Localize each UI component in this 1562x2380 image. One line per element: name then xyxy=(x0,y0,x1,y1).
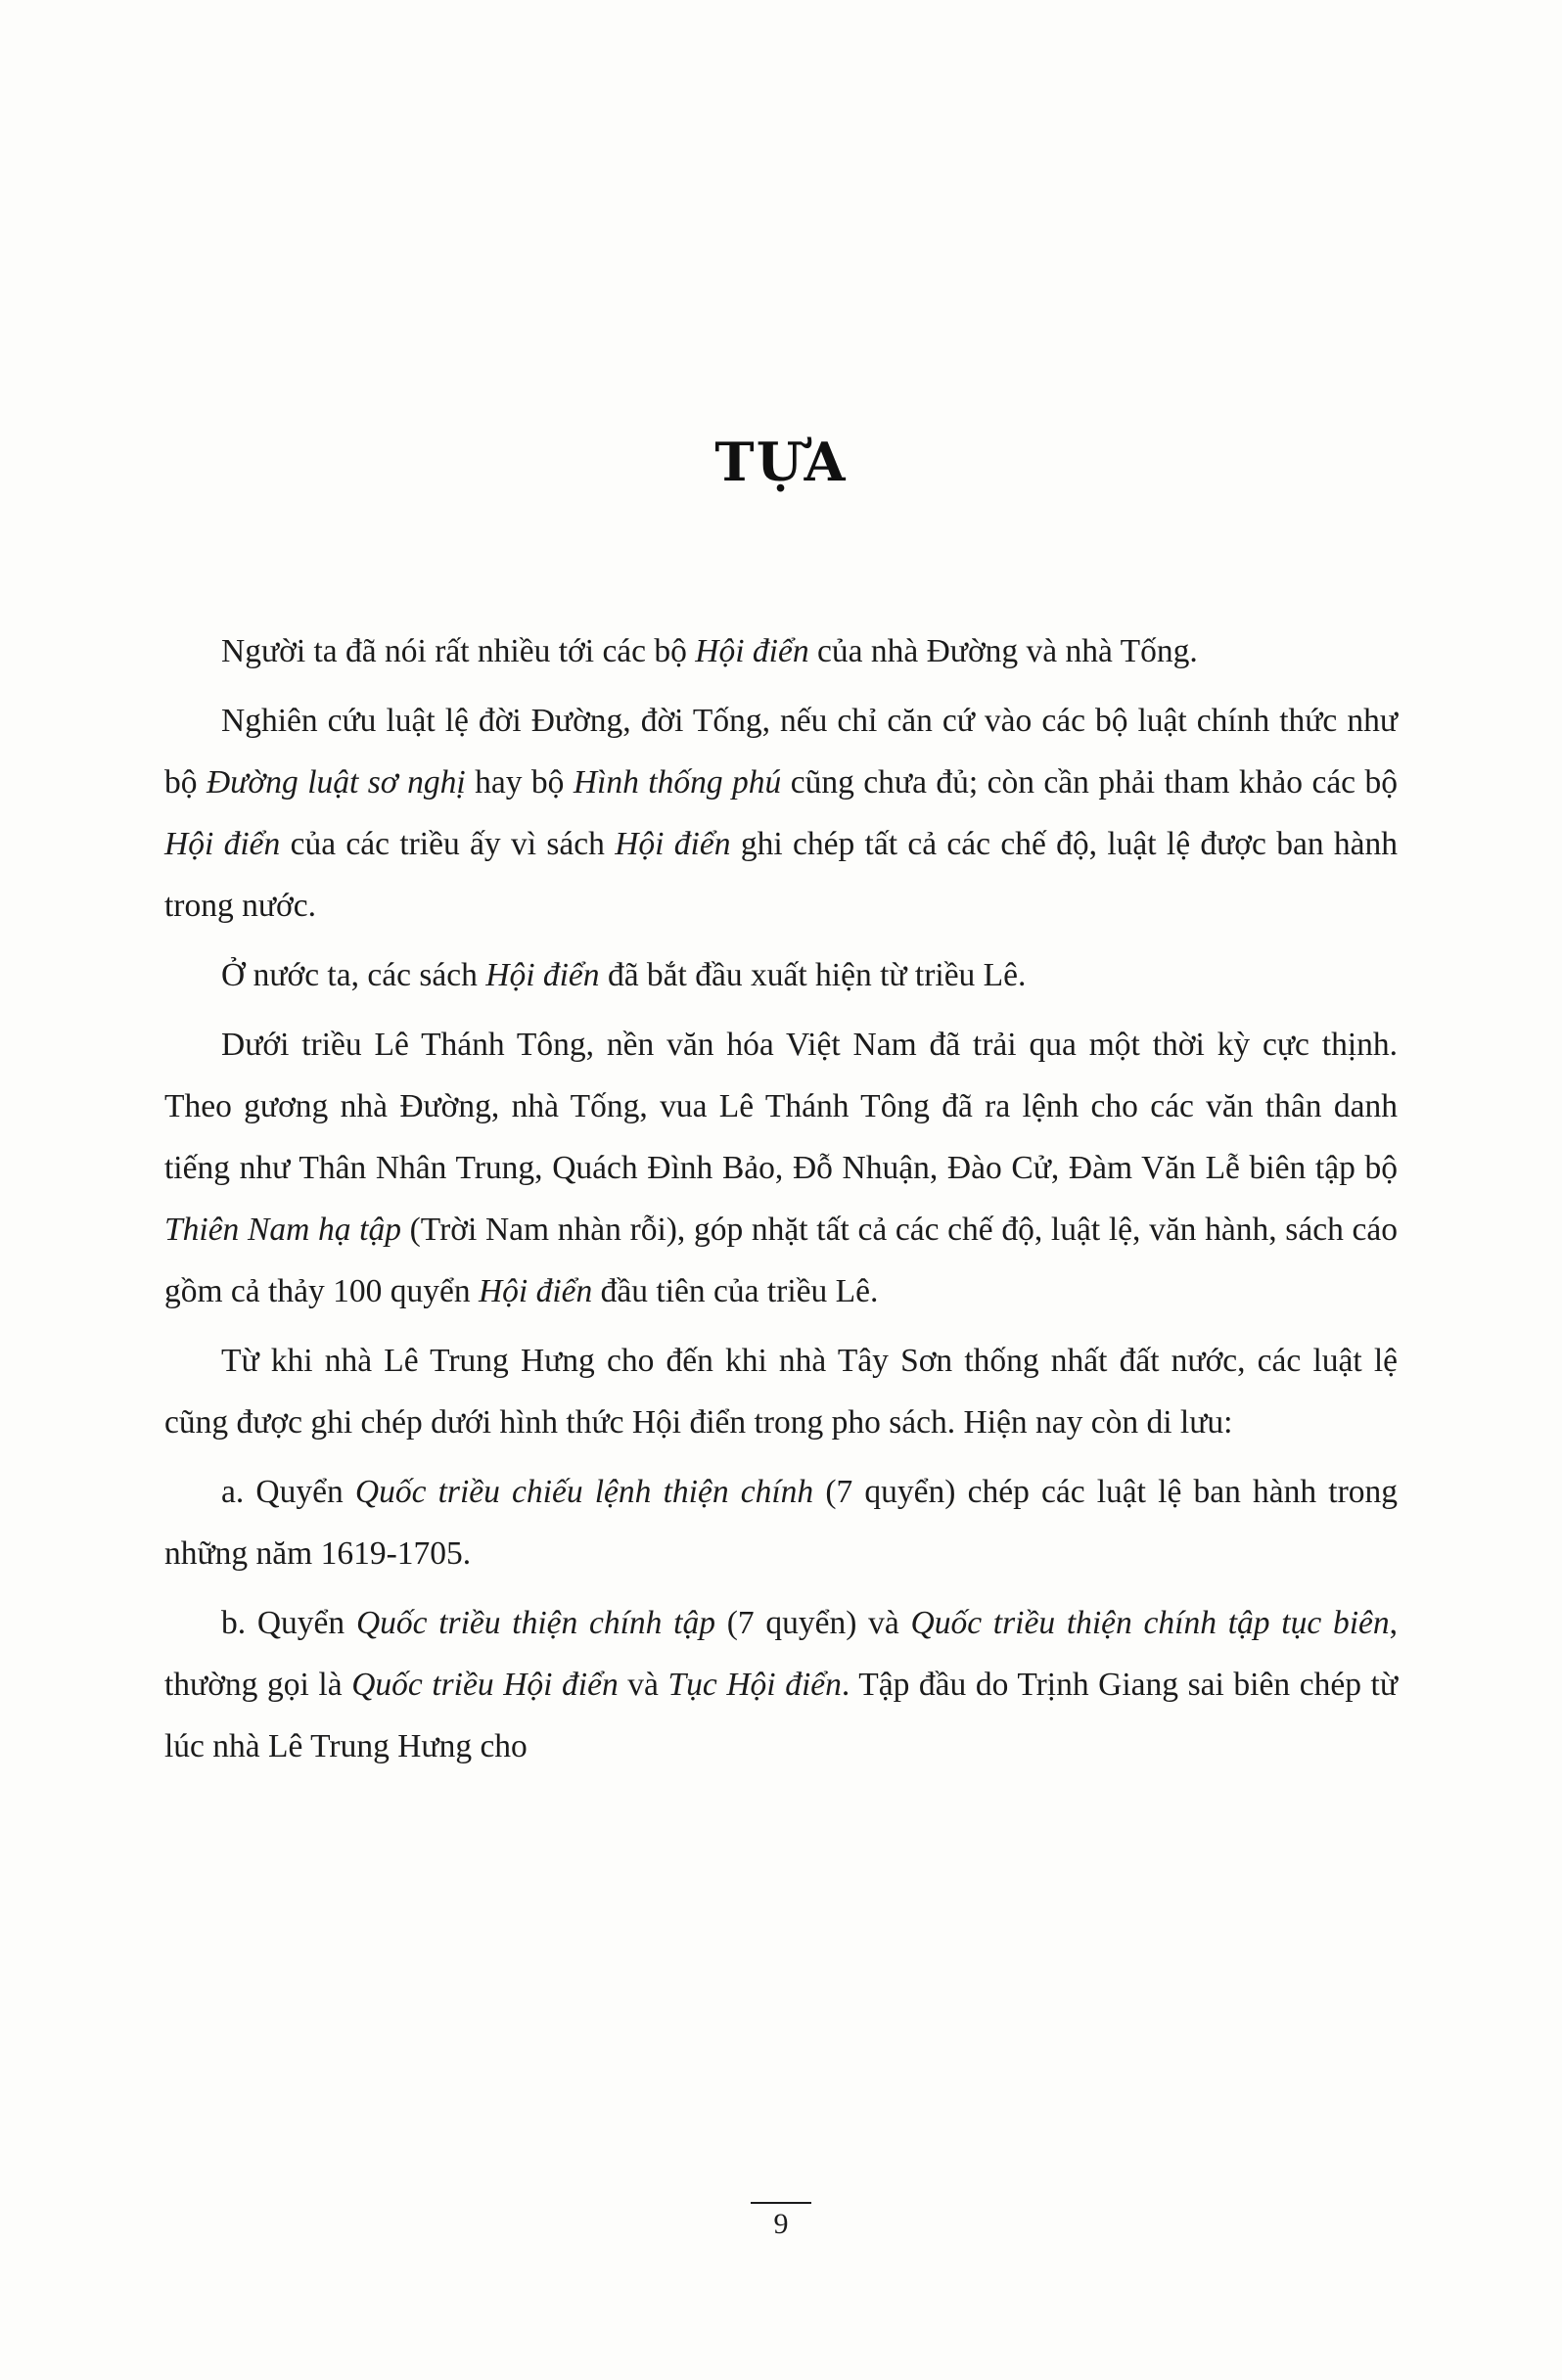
text-run: b. Quyển xyxy=(221,1605,356,1641)
italic-title: Đường luật sơ nghị xyxy=(206,764,466,801)
text-run: Từ khi nhà Lê Trung Hưng cho đến khi nhà Tây Sơn thống nhất đất nước, các luật lệ cũng được ghi chép dưới hình thức Hội điển trong pho sách. Hiện nay còn di lưu: xyxy=(164,1343,1398,1441)
text-run: Nghiên cứu luật lệ đời Đường, đời Tống, nếu chỉ căn cứ vào các bộ luật chính thức như bộ xyxy=(164,703,1398,801)
text-run: Người ta đã nói rất nhiều tới các bộ xyxy=(221,633,696,669)
text-run: . Tập đầu do Trịnh Giang sai biên chép từ lúc nhà Lê Trung Hưng cho xyxy=(164,1667,1398,1764)
page-title: TỰA xyxy=(714,431,848,493)
paragraph xyxy=(164,1461,1398,1584)
italic-title: Hội điển xyxy=(164,826,281,862)
text-run: cũng chưa đủ; còn cần phải tham khảo các bộ xyxy=(781,764,1398,801)
text-run: ghi chép tất cả các chế độ, luật lệ được ban hành trong nước. xyxy=(164,826,1399,924)
text-run: (7 quyển) chép các luật lệ ban hành trong những năm 1619-1705. xyxy=(164,1474,1399,1572)
text-run: Ở nước ta, các sách xyxy=(221,957,486,993)
text-run: (7 quyển) và xyxy=(714,1605,911,1641)
italic-title: Quốc triều thiện chính tập xyxy=(355,1605,715,1641)
italic-title: Quốc triều chiếu lệnh thiện chính xyxy=(354,1474,814,1510)
text-run: a. Quyển xyxy=(221,1474,355,1510)
italic-title: Hội điển xyxy=(485,957,600,993)
italic-title: Tục Hội điển xyxy=(667,1667,842,1703)
italic-title: Hội điển xyxy=(615,826,731,862)
italic-title: Hội điển xyxy=(478,1273,593,1309)
text-run: đầu tiên của triều Lê. xyxy=(592,1273,879,1309)
text-run: đã bắt đầu xuất hiện từ triều Lê. xyxy=(599,957,1027,993)
paragraph xyxy=(164,944,1398,1006)
italic-title: Hội điển xyxy=(695,633,809,669)
body-text xyxy=(164,620,1398,1777)
paragraph xyxy=(164,1330,1398,1453)
page-number: 9 xyxy=(773,2208,789,2240)
paragraph xyxy=(164,620,1398,682)
folio-rule xyxy=(751,2202,811,2204)
text-run: và xyxy=(618,1667,668,1703)
text-run: (Trời Nam nhàn rỗi), góp nhặt tất cả các chế độ, luật lệ, văn hành, sách cáo gồm cả thảy 100 quyển xyxy=(164,1212,1398,1309)
italic-title: Thiên Nam hạ tập xyxy=(164,1212,401,1248)
italic-title: Hình thống phú xyxy=(573,764,782,801)
text-run: của nhà Đường và nhà Tống. xyxy=(808,633,1198,669)
paragraph xyxy=(164,690,1398,937)
paragraph xyxy=(164,1014,1398,1322)
page-folio xyxy=(0,2202,1562,2241)
paragraph xyxy=(164,1592,1398,1777)
italic-title: Quốc triều Hội điển xyxy=(351,1667,619,1703)
text-run: , thường gọi là xyxy=(164,1605,1398,1703)
text-run: của các triều ấy vì sách xyxy=(280,826,616,862)
text-run: Dưới triều Lê Thánh Tông, nền văn hóa Việt Nam đã trải qua một thời kỳ cực thịnh. Theo gương nhà Đường, nhà Tống, vua Lê Thánh Tông đã ra lệnh cho các văn thân danh tiếng như Thân Nhân Trung, Quách Đình Bảo, Đỗ Nhuận, Đào Cử, Đàm Văn Lễ biên tập bộ xyxy=(164,1027,1398,1186)
italic-title: Quốc triều thiện chính tập tục biên xyxy=(910,1605,1390,1641)
text-run: hay bộ xyxy=(465,764,574,801)
page-content xyxy=(164,0,1398,1785)
